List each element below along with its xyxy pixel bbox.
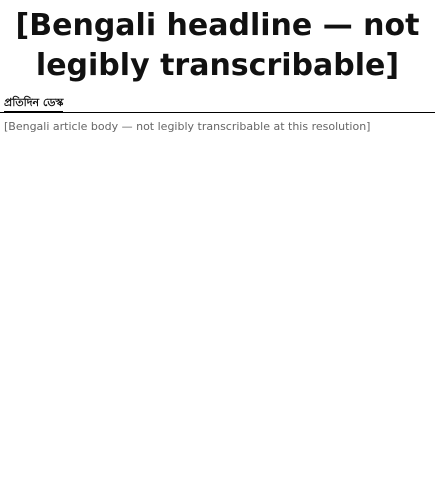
byline-rule bbox=[0, 96, 435, 113]
article-headline: [Bengali headline — not legibly transcribable] bbox=[15, 8, 420, 83]
article-byline: প্রতিদিন ডেস্ক bbox=[4, 96, 63, 113]
article-paragraph: [Bengali article body — not legibly transcribable at this resolution] bbox=[4, 120, 371, 133]
article-body bbox=[4, 120, 429, 473]
